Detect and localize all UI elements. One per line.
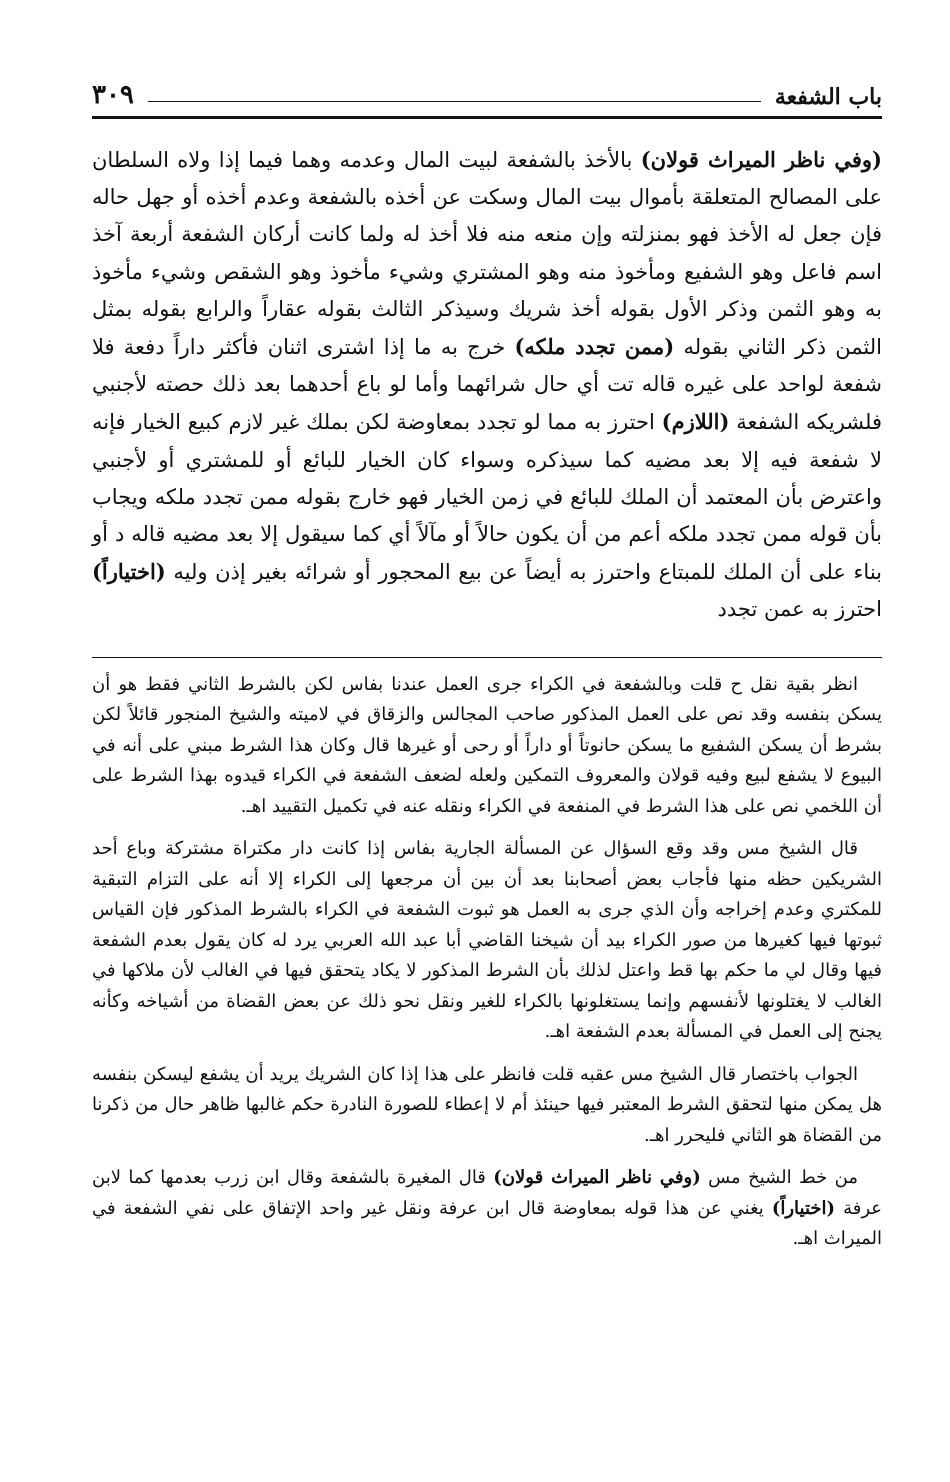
footnote-text-run: قال المغيرة بالشفعة وقال ابن زرب بعدمها كما لابن عرفة — [92, 1167, 882, 1219]
running-head — [92, 70, 882, 119]
footnote-paragraph: انظر بقية نقل ح قلت وبالشفعة في الكراء جرى العمل عندنا بفاس لكن بالشرط الثاني فقط هو أن يسكن بنفسه وقد نص على العمل المذكور صاحب المجالس والزقاق في لاميته والشيخ المنجور قائلاً لكن بشرط أن يسكن الشفيع ما يسكن حانوتاً أو داراً أو رحى أو غيرها قال وكان هذا الشرط مبني على أنه في البيوع لا يشفع لبيع وفيه قولان والمعروف التمكين ولعله لضعف الشفعة في الكراء قيدوه بهذا الشرط على أن اللخمي نص على هذا الشرط في المنفعة في الكراء ونقله عنه في تكميل التقييد اهـ. — [92, 673, 882, 817]
footnote-divider — [92, 657, 882, 658]
chapter-title: باب الشفعة — [774, 84, 882, 110]
footnote-paragraph: الجواب باختصار قال الشيخ مس عقبه قلت فانظر على هذا إذا كان الشريك يريد أن يشفع ليسكن بنفسه هل يمكن منها لتحقق الشرط المعتبر فيها حينئذ أم لا إعطاء للصورة النادرة حكم غالبها ظاهر حال من ذكرنا من القضاة هو الثاني فليحرر اهـ. — [92, 1063, 882, 1146]
header-rule — [148, 101, 761, 102]
footnote-paragraph — [92, 1163, 882, 1255]
main-text-run: احترز به مما لو تجدد بمعاوضة لكن بملك غير لازم كبيع الخيار فإنه لا شفعة فيه إلا بعد مضيه كما سيذكره وسواء كان الخيار للبائع أو للمشتري أو لأجنبي واعترض بأن المعتمد أن الملك للبائع في زمن الخيار فهو خارج بقوله ممن تجدد ملكه ويجاب بأن قوله ممن تجدد ملكه أعم من أن يكون حالاً أو مآلاً أي كما سيقول إلا بعد مضيه قاله د أو بناء على أن الملك للمبتاع واحترز به أيضاً عن بيع المحجور أو شرائه بغير إذن وليه — [92, 410, 882, 585]
main-text-run: بالأخذ بالشفعة لبيت المال وعدمه وهما فيما إذا ولاه السلطان على المصالح المتعلقة بأموال بيت المال وسكت عن أخذه بالشفعة وعدم أخذه أو جهل حاله فإن جعل له الأخذ فهو بمنزلته وإن منعه منه فلا أخذ له ولما كانت أركان الشفعة أربعة آخذ اسم فاعل وهو الشفيع ومأخوذ منه وهو المشتري وشيء مأخوذ وهو الشقص وشيء مأخوذ به وهو الثمن وذكر الأول بقوله أخذ شريك وسيذكر الثالث بقوله عقاراً والرابع بقوله بمثل الثمن ذكر الثاني بقوله — [92, 148, 882, 360]
lemma-heading: (ممن تجدد ملكه) — [514, 334, 675, 360]
book-page — [92, 70, 882, 1267]
lemma-heading: (وفي ناظر الميراث قولان) — [640, 147, 882, 172]
main-text-run: خرج به ما إذا اشترى اثنان فأكثر داراً دفعة فلا شفعة لواحد على غيره قاله تت أي حال شرائهما وأما لو باع أحدهما بعد ذلك حصته لأجنبي فلشريكه الشفعة — [92, 335, 883, 435]
lemma-heading: (اختياراً) — [92, 559, 166, 585]
main-text-run: احترز به عمن تجدد — [717, 597, 882, 622]
page-number: ٣٠٩ — [92, 80, 134, 110]
lemma-heading: (اختياراً) — [771, 1197, 836, 1219]
lemma-heading: (وفي ناظر الميراث قولان) — [493, 1167, 701, 1189]
footnote-text-run: يغني عن هذا قوله بمعاوضة قال ابن عرفة ونقل غير واحد الإتفاق على نفي الشفعة في الميراث اهـ. — [92, 1197, 882, 1250]
lemma-heading: (اللازم) — [661, 409, 730, 435]
footnote-text-run: من خط الشيخ مس — [700, 1167, 858, 1189]
main-paragraph — [92, 141, 882, 629]
footnote-paragraph: قال الشيخ مس وقد وقع السؤال عن المسألة الجارية بفاس إذا كانت دار مكتراة مشتركة وباع أحد الشريكين حظه منها فأجاب بعض أصحابنا بعد أن بين أن مرجعها إلى الكراء إلا أنه على التزام التبقية للمكتري وعدم إخراجه وأن الذي جرى به العمل هو ثبوت الشفعة في الكراء بالشرط المذكور فإن القياس ثبوتها فيها كغيرها من صور الكراء بيد أن شيخنا القاضي أبا عبد الله العربي يرد له كان يقول بعدم الشفعة فيها وقال لي ما حكم بها قط واعتل لذلك بأن الشرط المذكور لا يكاد يتحقق فيها في الغالب لأن ملاكها في الغالب لا يغتلونها لأنفسهم وإنما يستغلونها بالكراء للغير ونقل نحو ذلك عن بعض القضاة من أشياخه وكأنه يجنح إلى العمل في المسألة بعدم الشفعة اهـ. — [92, 838, 882, 1043]
main-text — [92, 141, 882, 629]
footnotes — [92, 670, 882, 1255]
